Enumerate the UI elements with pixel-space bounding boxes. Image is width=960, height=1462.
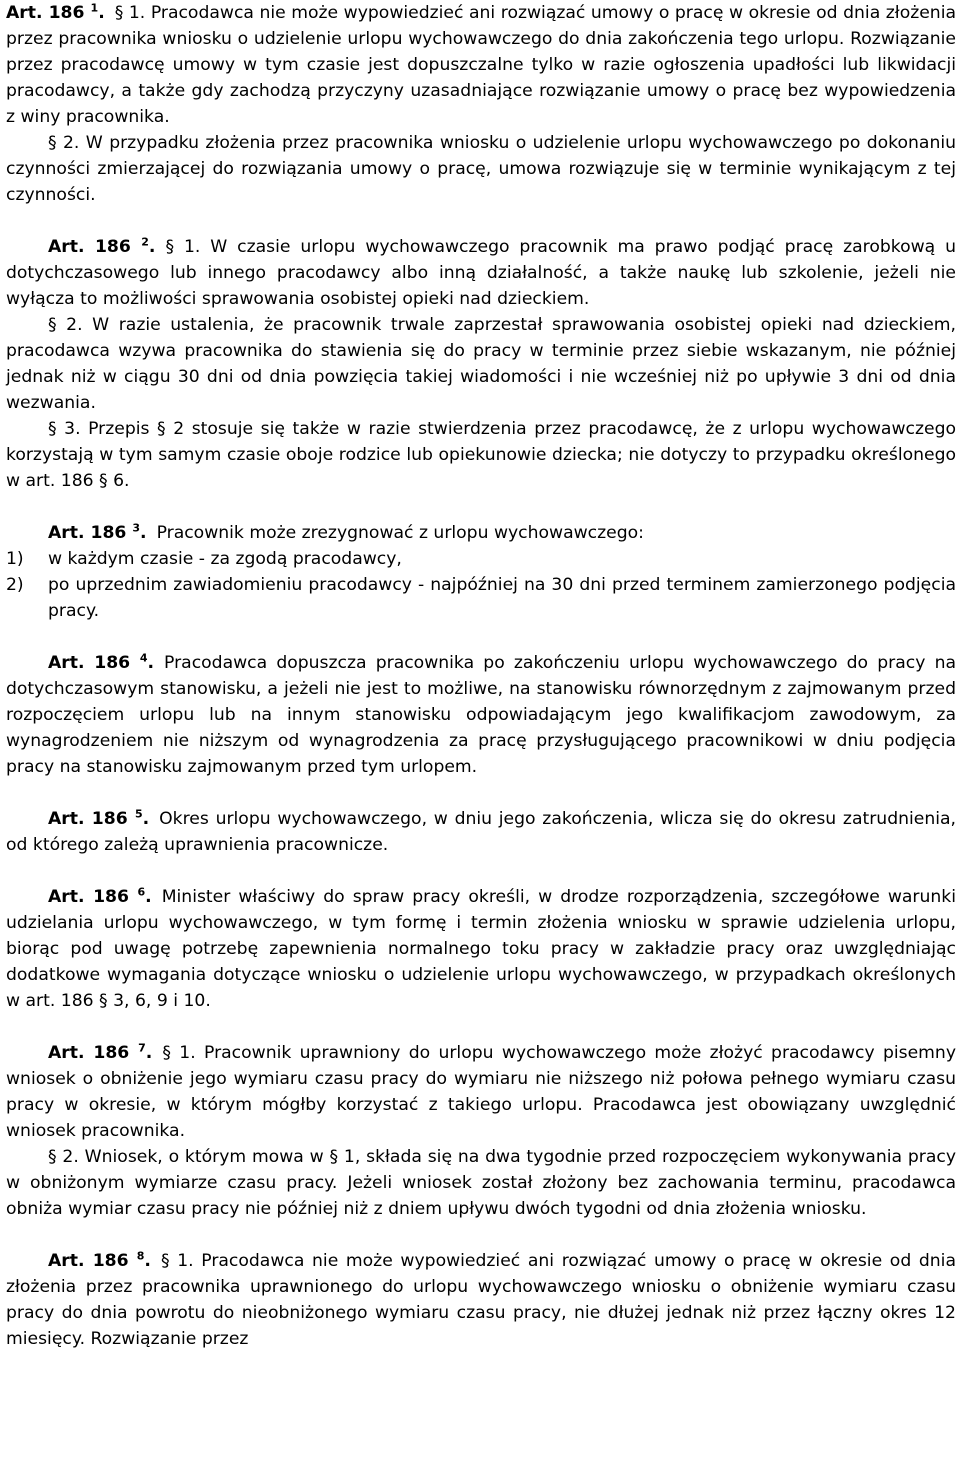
article-186-1-par-1: Art. 186 $^1$. § 1. Pracodawca nie może wypowiedzieć ani rozwiązać umowy o pracę w okresie od dnia złożenia przez pracownika wniosku o udzielenie urlopu wychowawczego do dnia zakończenia tego urlopu. Rozwiązanie przez pracodawcę umowy w tym czasie jest dopuszczalne tylko w razie ogłoszenia upadłości lub likwidacji pracodawcy, a także gdy zachodzą przyczyny uzasadniające rozwiązanie umowy o pracę bez wypowiedzenia z winy pracownika.	[6, 1, 957, 127]
article-186-7	[6, 1040, 956, 1222]
article-186-4	[6, 650, 956, 780]
article-186-8-par-1: Art. 186 $^8$. § 1. Pracodawca nie może wypowiedzieć ani rozwiązać umowy o pracę w okresie od dnia złożenia przez pracownika uprawnionego do urlopu wychowawczego wniosku o obniżenie wymiaru czasu pracy do dnia powrotu do nieobniżonego wymiaru czasu pracy, nie dłużej jednak niż przez łączny okres 12 miesięcy. Rozwiązanie przez	[6, 1249, 956, 1349]
article-186-3	[6, 520, 956, 624]
article-186-5	[6, 806, 956, 858]
article-186-1-par-2: § 2. W przypadku złożenia przez pracownika wniosku o udzielenie urlopu wychowawczego po dokonaniu czynności zmierzającej do rozwiązania umowy o pracę, umowa rozwiązuje się w terminie wynikającym z tej czynności.	[6, 133, 956, 205]
article-186-3-list	[6, 546, 956, 624]
article-186-2-par-1: Art. 186 $^2$. § 1. W czasie urlopu wychowawczego pracownik ma prawo podjąć pracę zarobkową u dotychczasowego lub innego pracodawcy albo inną działalność, a także naukę lub szkolenie, jeżeli nie wyłącza to możliwości sprawowania osobistej opieki nad dzieckiem.	[6, 235, 957, 309]
article-heading: Art. 186 $^1$.	[6, 1, 105, 23]
article-186-2	[6, 234, 956, 494]
article-186-5-text: Art. 186 $^5$. Okres urlopu wychowawczego, w dniu jego zakończenia, wlicza się do okresu zatrudnienia, od którego zależą uprawnienia pracownicze.	[6, 807, 957, 855]
article-heading: Art. 186 $^2$.	[48, 235, 156, 257]
article-186-1	[6, 0, 956, 208]
article-186-6	[6, 884, 956, 1014]
article-186-3-intro: Art. 186 $^3$. Pracownik może zrezygnować z urlopu wychowawczego:	[48, 521, 644, 543]
article-186-2-par-3: § 3. Przepis § 2 stosuje się także w razie stwierdzenia przez pracodawcę, że z urlopu wychowawczego korzystają w tym samym czasie oboje rodzice lub opiekunowie dziecka; nie dotyczy to przypadku określonego w art. 186 § 6.	[6, 419, 956, 491]
article-heading: Art. 186 $^5$.	[48, 807, 150, 829]
article-186-4-text: Art. 186 $^4$. Pracodawca dopuszcza pracownika po zakończeniu urlopu wychowawczego do pracy na dotychczasowym stanowisku, a jeżeli nie jest to możliwe, na stanowisku równorzędnym z zajmowanym przed rozpoczęciem urlopu lub na innym stanowisku odpowiadającym jego kwalifikacjom zawodowym, za wynagrodzeniem nie niższym od wynagrodzenia za pracę przysługującego pracownikowi w dniu podjęcia pracy na stanowisku zajmowanym przed tym urlopem.	[6, 651, 957, 777]
list-item: 2) po uprzednim zawiadomieniu pracodawcy - najpóźniej na 30 dni przed terminem zamierzonego podjęcia pracy.	[6, 575, 956, 621]
article-heading: Art. 186 $^3$.	[48, 521, 147, 543]
article-186-8	[6, 1248, 956, 1352]
article-186-2-par-2: § 2. W razie ustalenia, że pracownik trwale zaprzestał sprawowania osobistej opieki nad dzieckiem, pracodawca wzywa pracownika do stawienia się do pracy w terminie przez siebie wskazanym, nie później jednak niż w ciągu 30 dni od dnia powzięcia takiej wiadomości i nie wcześniej niż po upływie 3 dni od dnia wezwania.	[6, 315, 956, 413]
article-heading: Art. 186 $^8$.	[48, 1249, 151, 1271]
article-186-7-par-2: § 2. Wniosek, o którym mowa w § 1, składa się na dwa tygodnie przed rozpoczęciem wykonywania pracy w obniżonym wymiarze czasu pracy. Jeżeli wniosek został złożony bez zachowania terminu, pracodawca obniża wymiar czasu pracy nie później niż z dniem upływu dwóch tygodni od dnia złożenia wniosku.	[6, 1147, 956, 1219]
article-heading: Art. 186 $^4$.	[48, 651, 155, 673]
article-heading: Art. 186 $^7$.	[48, 1041, 153, 1063]
article-heading: Art. 186 $^6$.	[48, 885, 152, 907]
article-186-6-text: Art. 186 $^6$. Minister właściwy do spraw pracy określi, w drodze rozporządzenia, szczegółowe warunki udzielania urlopu wychowawczego, w tym formę i termin złożenia wniosku w sprawie udzielenia urlopu, biorąc pod uwagę potrzebę zapewnienia normalnego toku pracy w zakładzie pracy oraz uwzględniając dodatkowe wymagania dotyczące wniosku o udzielenie urlopu wychowawczego, w przypadkach określonych w art. 186 § 3, 6, 9 i 10.	[6, 885, 957, 1011]
list-item: 1) w każdym czasie - za zgodą pracodawcy,	[6, 549, 402, 569]
article-186-7-par-1: Art. 186 $^7$. § 1. Pracownik uprawniony do urlopu wychowawczego może złożyć pracodawcy pisemny wniosek o obniżenie jego wymiaru czasu pracy do wymiaru nie niższego niż połowa pełnego wymiaru czasu pracy w okresie, w którym mógłby korzystać z takiego urlopu. Pracodawca jest obowiązany uwzględnić wniosek pracownika.	[6, 1041, 956, 1141]
